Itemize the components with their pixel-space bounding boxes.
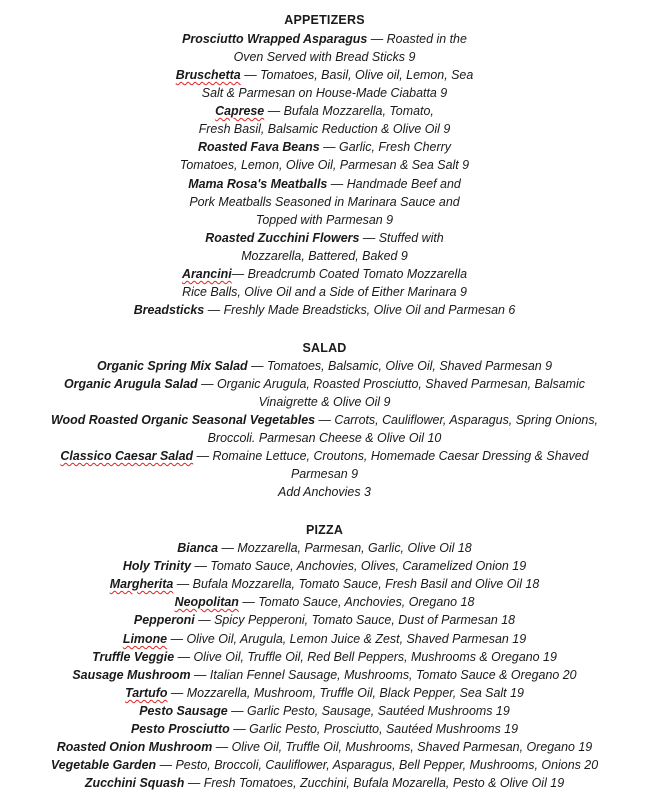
menu-line: [0, 612, 649, 628]
dish-desc: — Olive Oil, Arugula, Lemon Juice & Zest, Shaved Parmesan 19: [167, 632, 527, 646]
menu-line: [0, 230, 649, 246]
dish-name: Truffle Veggie: [92, 650, 175, 664]
dish-name: Holy Trinity: [122, 559, 192, 573]
menu-line: [0, 448, 649, 464]
menu-line: [0, 103, 649, 119]
dish-name: Margherita: [109, 577, 174, 591]
menu-line: [0, 576, 649, 592]
dish-desc: — Mozzarella, Parmesan, Garlic, Olive Oil 18: [218, 541, 472, 555]
dish-name: Bianca: [177, 541, 219, 555]
menu-line: [0, 631, 649, 647]
dish-desc: Parmesan 9: [290, 467, 359, 481]
dish-desc: — Bufala Mozzarella, Tomato Sauce, Fresh Basil and Olive Oil 18: [173, 577, 540, 591]
menu-line: [0, 667, 649, 683]
menu-line: [0, 121, 649, 137]
menu-line: [0, 649, 649, 665]
menu-line: [0, 739, 649, 755]
menu-line: [0, 430, 649, 446]
menu-line: [0, 85, 649, 101]
salad-heading: SALAD: [302, 341, 347, 355]
menu-line: [0, 484, 649, 500]
dish-desc: Tomatoes, Lemon, Olive Oil, Parmesan & Sea Salt 9: [179, 158, 470, 172]
dish-desc: Add Anchovies 3: [278, 485, 371, 499]
dish-desc: — Bufala Mozzarella, Tomato,: [264, 104, 434, 118]
appetizers-heading: APPETIZERS: [284, 13, 365, 27]
dish-name: Organic Spring Mix Salad: [96, 359, 248, 373]
dish-desc: — Olive Oil, Truffle Oil, Mushrooms, Shaved Parmesan, Oregano 19: [212, 740, 593, 754]
dish-desc: — Tomato Sauce, Anchovies, Olives, Caramelized Onion 19: [191, 559, 527, 573]
dish-desc: — Tomato Sauce, Anchovies, Oregano 18: [238, 595, 475, 609]
dish-name: Arancini: [181, 267, 232, 281]
dish-name: Breadsticks: [133, 303, 205, 317]
menu-line: [0, 358, 649, 374]
menu-line: [0, 775, 649, 791]
dish-desc: — Tomatoes, Balsamic, Olive Oil, Shaved Parmesan 9: [247, 359, 553, 373]
dish-desc: — Roasted in the: [367, 32, 467, 46]
dish-name: Prosciutto Wrapped Asparagus: [182, 32, 368, 46]
dish-name: Roasted Fava Beans: [198, 140, 320, 154]
menu-line: [0, 412, 649, 428]
dish-name: Neopolitan: [174, 595, 239, 609]
menu-line: [0, 685, 649, 701]
menu-line: [0, 194, 649, 210]
menu-line: [0, 594, 649, 610]
dish-desc: Pork Meatballs Seasoned in Marinara Sauce and: [189, 195, 460, 209]
dish-name: Wood Roasted Organic Seasonal Vegetables: [51, 413, 316, 427]
dish-desc: Salt & Parmesan on House-Made Ciabatta 9: [201, 86, 448, 100]
menu-line: [0, 302, 649, 318]
dish-desc: — Pesto, Broccoli, Cauliflower, Asparagus, Bell Pepper, Mushrooms, Onions 20: [156, 758, 599, 772]
menu-line: [0, 558, 649, 574]
dish-desc: — Carrots, Cauliflower, Asparagus, Spring Onions,: [315, 413, 598, 427]
menu-line: [0, 49, 649, 65]
menu-line: [0, 540, 649, 556]
dish-name: Classico Caesar Salad: [60, 449, 194, 463]
dish-desc: — Freshly Made Breadsticks, Olive Oil and Parmesan 6: [204, 303, 516, 317]
dish-desc: — Garlic Pesto, Prosciutto, Sautéed Mushrooms 19: [229, 722, 519, 736]
dish-desc: Broccoli. Parmesan Cheese & Olive Oil 10: [207, 431, 442, 445]
menu-line: [0, 466, 649, 482]
menu-line: [0, 139, 649, 155]
dish-desc: — Garlic, Fresh Cherry: [319, 140, 451, 154]
dish-desc: — Garlic Pesto, Sausage, Sautéed Mushrooms 19: [227, 704, 510, 718]
dish-desc: — Romaine Lettuce, Croutons, Homemade Caesar Dressing & Shaved: [193, 449, 589, 463]
dish-desc: — Spicy Pepperoni, Tomato Sauce, Dust of Parmesan 18: [194, 613, 516, 627]
menu-line: [0, 212, 649, 228]
dish-desc: — Fresh Tomatoes, Zucchini, Bufala Mozarella, Pesto & Olive Oil 19: [184, 776, 565, 790]
dish-desc: Vinaigrette & Olive Oil 9: [258, 395, 391, 409]
dish-desc: — Italian Fennel Sausage, Mushrooms, Tomato Sauce & Oregano 20: [190, 668, 577, 682]
dish-name: Limone: [122, 632, 168, 646]
dish-name: Pesto Sausage: [139, 704, 228, 718]
dish-desc: Fresh Basil, Balsamic Reduction & Olive Oil 9: [198, 122, 451, 136]
dish-desc: — Tomatoes, Basil, Olive oil, Lemon, Sea: [240, 68, 474, 82]
menu-line: [0, 31, 649, 47]
menu-line: [0, 757, 649, 773]
menu-line: [0, 67, 649, 83]
dish-name: Vegetable Garden: [50, 758, 157, 772]
pizza-heading: PIZZA: [305, 523, 344, 537]
menu-line: [0, 284, 649, 300]
dish-name: Mama Rosa's Meatballs: [188, 177, 328, 191]
dish-name: Pesto Prosciutto: [130, 722, 230, 736]
dish-desc: — Breadcrumb Coated Tomato Mozzarella: [231, 267, 468, 281]
dish-desc: Mozzarella, Battered, Baked 9: [241, 249, 408, 263]
menu-line: [0, 248, 649, 264]
dish-name: Roasted Zucchini Flowers: [205, 231, 360, 245]
dish-desc: — Olive Oil, Truffle Oil, Red Bell Peppers, Mushrooms & Oregano 19: [174, 650, 557, 664]
menu-line: [0, 157, 649, 173]
menu-line: [0, 176, 649, 192]
dish-desc: — Mozzarella, Mushroom, Truffle Oil, Black Pepper, Sea Salt 19: [167, 686, 524, 700]
dish-name: Pepperoni: [133, 613, 195, 627]
dish-desc: — Stuffed with: [359, 231, 444, 245]
dish-name: Roasted Onion Mushroom: [56, 740, 213, 754]
dish-desc: — Organic Arugula, Roasted Prosciutto, Shaved Parmesan, Balsamic: [197, 377, 585, 391]
dish-name: Tartufo: [125, 686, 168, 700]
dish-desc: — Handmade Beef and: [327, 177, 461, 191]
dish-name: Caprese: [215, 104, 265, 118]
menu-line: [0, 394, 649, 410]
dish-desc: Rice Balls, Olive Oil and a Side of Either Marinara 9: [182, 285, 467, 299]
dish-desc: Oven Served with Bread Sticks 9: [233, 50, 416, 64]
menu-line: [0, 266, 649, 282]
dish-name: Zucchini Squash: [84, 776, 185, 790]
menu-line: [0, 376, 649, 392]
dish-desc: Topped with Parmesan 9: [255, 213, 394, 227]
menu-line: [0, 721, 649, 737]
dish-name: Organic Arugula Salad: [64, 377, 198, 391]
dish-name: Bruschetta: [175, 68, 241, 82]
dish-name: Sausage Mushroom: [72, 668, 191, 682]
menu-line: [0, 703, 649, 719]
